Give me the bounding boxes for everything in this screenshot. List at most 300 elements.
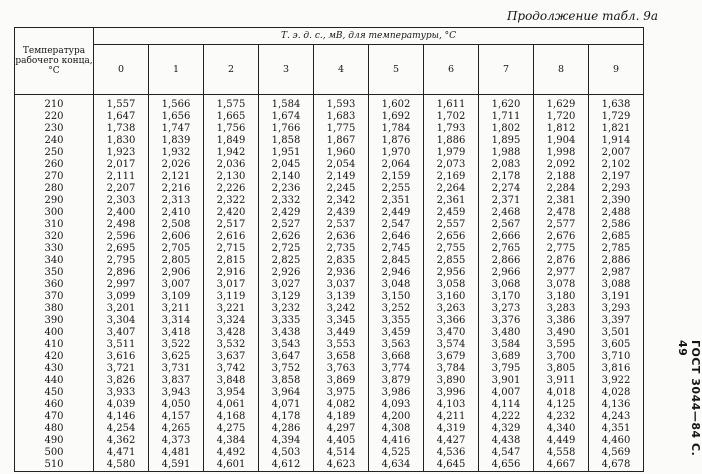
emf-value-cell: 3,553 [314, 339, 369, 351]
emf-value-cell: 3,826 [94, 375, 149, 387]
digit-column-header: 9 [589, 45, 644, 95]
temperature-column-header: Температура рабочего конца, °С [15, 28, 94, 95]
table-row [15, 279, 644, 291]
emf-value-cell: 1,998 [534, 147, 589, 159]
emf-value-cell: 4,656 [479, 459, 534, 472]
emf-value-cell: 2,626 [259, 231, 314, 243]
emf-value-cell: 1,775 [314, 123, 369, 135]
emf-value-cell: 2,666 [479, 231, 534, 243]
emf-value-cell: 3,221 [204, 303, 259, 315]
emf-value-cell: 2,508 [149, 219, 204, 231]
emf-value-cell: 1,702 [424, 111, 479, 123]
emf-value-cell: 2,478 [534, 207, 589, 219]
emf-value-cell: 4,308 [369, 423, 424, 435]
emf-value-cell: 2,159 [369, 171, 424, 183]
emf-value-cell: 4,039 [94, 399, 149, 411]
emf-value-cell: 3,933 [94, 387, 149, 399]
emf-value-cell: 3,335 [259, 315, 314, 327]
table-row [15, 267, 644, 279]
emf-value-cell: 2,855 [424, 255, 479, 267]
emf-value-cell: 3,355 [369, 315, 424, 327]
emf-value-cell: 4,503 [259, 447, 314, 459]
row-temperature: 380 [15, 303, 94, 315]
emf-value-cell: 1,584 [259, 95, 314, 112]
emf-value-cell: 2,725 [259, 243, 314, 255]
digit-column-header: 7 [479, 45, 534, 95]
emf-value-cell: 3,376 [479, 315, 534, 327]
emf-value-cell: 3,879 [369, 375, 424, 387]
emf-value-cell: 2,547 [369, 219, 424, 231]
emf-value-cell: 2,449 [369, 207, 424, 219]
table-row [15, 387, 644, 399]
emf-value-cell: 2,274 [479, 183, 534, 195]
emf-value-cell: 1,602 [369, 95, 424, 112]
row-temperature: 420 [15, 351, 94, 363]
emf-column-group-header: Т. э. д. с., мВ, для температуры, °С [94, 28, 644, 45]
emf-value-cell: 3,774 [369, 363, 424, 375]
emf-value-cell: 4,050 [149, 399, 204, 411]
emf-value-cell: 1,784 [369, 123, 424, 135]
emf-value-cell: 3,480 [479, 327, 534, 339]
row-temperature: 430 [15, 363, 94, 375]
emf-value-cell: 2,255 [369, 183, 424, 195]
emf-value-cell: 3,742 [204, 363, 259, 375]
emf-value-cell: 1,756 [204, 123, 259, 135]
digit-column-header: 3 [259, 45, 314, 95]
emf-value-cell: 4,481 [149, 447, 204, 459]
continuation-caption: Продолжение табл. 9а [506, 9, 658, 23]
emf-value-cell: 2,745 [369, 243, 424, 255]
emf-value-cell: 1,886 [424, 135, 479, 147]
emf-value-cell: 1,638 [589, 95, 644, 112]
row-temperature: 220 [15, 111, 94, 123]
emf-value-cell: 2,169 [424, 171, 479, 183]
emf-value-cell: 4,103 [424, 399, 479, 411]
emf-value-cell: 4,232 [534, 411, 589, 423]
emf-value-cell: 2,517 [204, 219, 259, 231]
table-row [15, 423, 644, 435]
table-row [15, 459, 644, 472]
emf-value-cell: 2,342 [314, 195, 369, 207]
row-temperature: 270 [15, 171, 94, 183]
emf-value-cell: 4,525 [369, 447, 424, 459]
table-row [15, 135, 644, 147]
table-row [15, 219, 644, 231]
emf-value-cell: 4,157 [149, 411, 204, 423]
emf-value-cell: 4,547 [479, 447, 534, 459]
emf-value-cell: 1,904 [534, 135, 589, 147]
table-row [15, 171, 644, 183]
emf-value-cell: 4,591 [149, 459, 204, 472]
emf-value-cell: 4,667 [534, 459, 589, 472]
emf-value-cell: 3,314 [149, 315, 204, 327]
emf-value-cell: 2,567 [479, 219, 534, 231]
emf-value-cell: 2,735 [314, 243, 369, 255]
table-row [15, 95, 644, 112]
emf-value-cell: 2,987 [589, 267, 644, 279]
emf-value-cell: 3,848 [204, 375, 259, 387]
emf-value-cell: 1,683 [314, 111, 369, 123]
emf-value-cell: 2,676 [534, 231, 589, 243]
table-row [15, 243, 644, 255]
emf-value-cell: 4,514 [314, 447, 369, 459]
emf-value-cell: 1,738 [94, 123, 149, 135]
emf-value-cell: 2,685 [589, 231, 644, 243]
emf-value-cell: 3,438 [259, 327, 314, 339]
emf-value-cell: 1,867 [314, 135, 369, 147]
emf-value-cell: 2,332 [259, 195, 314, 207]
row-temperature: 510 [15, 459, 94, 472]
emf-value-cell: 3,490 [534, 327, 589, 339]
emf-value-cell: 2,646 [369, 231, 424, 243]
row-temperature: 370 [15, 291, 94, 303]
emf-value-cell: 1,821 [589, 123, 644, 135]
emf-value-cell: 3,943 [149, 387, 204, 399]
emf-value-cell: 4,211 [424, 411, 479, 423]
emf-value-cell: 3,616 [94, 351, 149, 363]
emf-value-cell: 2,537 [314, 219, 369, 231]
emf-value-cell: 1,692 [369, 111, 424, 123]
emf-value-cell: 3,304 [94, 315, 149, 327]
emf-value-cell: 2,586 [589, 219, 644, 231]
emf-value-cell: 3,293 [589, 303, 644, 315]
emf-value-cell: 4,028 [589, 387, 644, 399]
emf-value-cell: 3,501 [589, 327, 644, 339]
emf-value-cell: 4,384 [204, 435, 259, 447]
emf-value-cell: 1,942 [204, 147, 259, 159]
emf-value-cell: 4,580 [94, 459, 149, 472]
emf-value-cell: 3,283 [534, 303, 589, 315]
emf-value-cell: 2,073 [424, 159, 479, 171]
emf-value-cell: 3,911 [534, 375, 589, 387]
emf-value-cell: 1,951 [259, 147, 314, 159]
emf-value-cell: 3,869 [314, 375, 369, 387]
emf-value-cell: 3,679 [424, 351, 479, 363]
table-row [15, 411, 644, 423]
emf-value-cell: 2,007 [589, 147, 644, 159]
emf-value-cell: 2,140 [259, 171, 314, 183]
emf-value-cell: 3,986 [369, 387, 424, 399]
row-temperature: 260 [15, 159, 94, 171]
emf-value-cell: 2,946 [369, 267, 424, 279]
emf-value-cell: 2,616 [204, 231, 259, 243]
emf-value-cell: 4,416 [369, 435, 424, 447]
table-row [15, 351, 644, 363]
row-temperature: 280 [15, 183, 94, 195]
digit-column-header: 6 [424, 45, 479, 95]
emf-value-cell: 2,420 [204, 207, 259, 219]
row-temperature: 450 [15, 387, 94, 399]
emf-value-cell: 1,674 [259, 111, 314, 123]
emf-value-cell: 4,394 [259, 435, 314, 447]
emf-value-cell: 3,858 [259, 375, 314, 387]
row-temperature: 210 [15, 95, 94, 112]
emf-value-cell: 1,647 [94, 111, 149, 123]
emf-value-cell: 3,625 [149, 351, 204, 363]
emf-value-cell: 2,805 [149, 255, 204, 267]
emf-value-cell: 2,130 [204, 171, 259, 183]
emf-value-cell: 4,254 [94, 423, 149, 435]
emf-value-cell: 3,449 [314, 327, 369, 339]
row-temperature: 290 [15, 195, 94, 207]
emf-value-cell: 4,125 [534, 399, 589, 411]
emf-value-cell: 4,645 [424, 459, 479, 472]
row-temperature: 330 [15, 243, 94, 255]
emf-value-cell: 2,429 [259, 207, 314, 219]
emf-value-cell: 1,766 [259, 123, 314, 135]
emf-value-cell: 2,936 [314, 267, 369, 279]
table-row [15, 327, 644, 339]
emf-value-cell: 3,428 [204, 327, 259, 339]
emf-value-cell: 2,876 [534, 255, 589, 267]
emf-value-cell: 3,273 [479, 303, 534, 315]
emf-value-cell: 3,418 [149, 327, 204, 339]
emf-value-cell: 2,284 [534, 183, 589, 195]
emf-value-cell: 3,109 [149, 291, 204, 303]
emf-value-cell: 3,252 [369, 303, 424, 315]
emf-value-cell: 2,577 [534, 219, 589, 231]
emf-value-cell: 3,574 [424, 339, 479, 351]
emf-value-cell: 3,922 [589, 375, 644, 387]
table-row [15, 375, 644, 387]
emf-value-cell: 3,816 [589, 363, 644, 375]
emf-value-cell: 2,459 [424, 207, 479, 219]
emf-value-cell: 2,977 [534, 267, 589, 279]
emf-value-cell: 1,747 [149, 123, 204, 135]
emf-value-cell: 3,088 [589, 279, 644, 291]
emf-value-cell: 1,557 [94, 95, 149, 112]
emf-value-cell: 3,397 [589, 315, 644, 327]
emf-value-cell: 2,765 [479, 243, 534, 255]
emf-value-cell: 4,275 [204, 423, 259, 435]
emf-value-cell: 4,351 [589, 423, 644, 435]
emf-value-cell: 2,916 [204, 267, 259, 279]
emf-value-cell: 3,099 [94, 291, 149, 303]
emf-value-cell: 3,201 [94, 303, 149, 315]
emf-value-cell: 1,566 [149, 95, 204, 112]
emf-value-cell: 3,890 [424, 375, 479, 387]
emf-value-cell: 2,956 [424, 267, 479, 279]
emf-value-cell: 4,405 [314, 435, 369, 447]
emf-value-cell: 1,895 [479, 135, 534, 147]
emf-value-cell: 3,345 [314, 315, 369, 327]
emf-value-cell: 3,522 [149, 339, 204, 351]
emf-value-cell: 4,168 [204, 411, 259, 423]
emf-value-cell: 4,189 [314, 411, 369, 423]
emf-value-cell: 2,390 [589, 195, 644, 207]
emf-value-cell: 4,319 [424, 423, 479, 435]
emf-value-cell: 3,459 [369, 327, 424, 339]
emf-value-cell: 3,150 [369, 291, 424, 303]
table-row [15, 399, 644, 411]
emf-value-cell: 2,216 [149, 183, 204, 195]
emf-value-cell: 2,606 [149, 231, 204, 243]
row-temperature: 350 [15, 267, 94, 279]
emf-value-cell: 4,340 [534, 423, 589, 435]
row-temperature: 440 [15, 375, 94, 387]
row-temperature: 460 [15, 399, 94, 411]
row-temperature: 470 [15, 411, 94, 423]
digit-column-header: 0 [94, 45, 149, 95]
emf-value-cell: 1,720 [534, 111, 589, 123]
emf-value-cell: 3,901 [479, 375, 534, 387]
emf-value-cell: 3,407 [94, 327, 149, 339]
table-row [15, 195, 644, 207]
row-temperature: 480 [15, 423, 94, 435]
emf-value-cell: 1,575 [204, 95, 259, 112]
emf-value-cell: 1,932 [149, 147, 204, 159]
emf-value-cell: 2,845 [369, 255, 424, 267]
emf-value-cell: 2,468 [479, 207, 534, 219]
emf-value-cell: 1,793 [424, 123, 479, 135]
emf-value-cell: 4,601 [204, 459, 259, 472]
emf-value-cell: 3,511 [94, 339, 149, 351]
emf-value-cell: 4,018 [534, 387, 589, 399]
emf-value-cell: 1,830 [94, 135, 149, 147]
emf-value-cell: 2,695 [94, 243, 149, 255]
emf-value-cell: 1,960 [314, 147, 369, 159]
emf-value-cell: 4,082 [314, 399, 369, 411]
emf-value-cell: 3,975 [314, 387, 369, 399]
emf-value-cell: 3,058 [424, 279, 479, 291]
table-row [15, 339, 644, 351]
emf-value-cell: 2,303 [94, 195, 149, 207]
emf-value-cell: 1,656 [149, 111, 204, 123]
emf-value-cell: 1,812 [534, 123, 589, 135]
emf-value-cell: 3,119 [204, 291, 259, 303]
emf-value-cell: 2,207 [94, 183, 149, 195]
emf-value-cell: 2,036 [204, 159, 259, 171]
emf-value-cell: 2,064 [369, 159, 424, 171]
table-row [15, 111, 644, 123]
table-row [15, 315, 644, 327]
emf-value-cell: 3,805 [534, 363, 589, 375]
emf-value-cell: 4,362 [94, 435, 149, 447]
emf-value-cell: 4,558 [534, 447, 589, 459]
emf-value-cell: 3,139 [314, 291, 369, 303]
emf-value-cell: 4,492 [204, 447, 259, 459]
emf-value-cell: 2,785 [589, 243, 644, 255]
emf-value-cell: 2,092 [534, 159, 589, 171]
emf-value-cell: 3,263 [424, 303, 479, 315]
emf-value-cell: 3,007 [149, 279, 204, 291]
emf-value-cell: 2,264 [424, 183, 479, 195]
table-row [15, 123, 644, 135]
emf-value-cell: 2,596 [94, 231, 149, 243]
emf-value-cell: 1,849 [204, 135, 259, 147]
row-temperature: 390 [15, 315, 94, 327]
emf-value-cell: 4,536 [424, 447, 479, 459]
emf-value-cell: 2,775 [534, 243, 589, 255]
emf-value-cell: 4,623 [314, 459, 369, 472]
emf-value-cell: 3,721 [94, 363, 149, 375]
emf-value-cell: 2,557 [424, 219, 479, 231]
header-row-top [15, 28, 644, 45]
table-row [15, 159, 644, 171]
header-row-digits [15, 45, 644, 95]
emf-value-cell: 2,527 [259, 219, 314, 231]
table-row [15, 231, 644, 243]
emf-value-cell: 2,886 [589, 255, 644, 267]
emf-value-cell: 3,037 [314, 279, 369, 291]
emf-value-cell: 3,763 [314, 363, 369, 375]
emf-value-cell: 2,197 [589, 171, 644, 183]
emf-value-cell: 1,593 [314, 95, 369, 112]
row-temperature: 230 [15, 123, 94, 135]
emf-value-cell: 3,689 [479, 351, 534, 363]
table-row [15, 303, 644, 315]
table-row [15, 255, 644, 267]
emf-value-cell: 4,297 [314, 423, 369, 435]
emf-value-cell: 3,637 [204, 351, 259, 363]
emf-value-cell: 2,815 [204, 255, 259, 267]
emf-value-cell: 1,802 [479, 123, 534, 135]
table-row [15, 183, 644, 195]
emf-value-cell: 4,093 [369, 399, 424, 411]
emf-value-cell: 3,710 [589, 351, 644, 363]
emf-value-cell: 3,232 [259, 303, 314, 315]
table-row [15, 291, 644, 303]
emf-value-cell: 1,979 [424, 147, 479, 159]
emf-value-cell: 2,488 [589, 207, 644, 219]
emf-value-cell: 4,243 [589, 411, 644, 423]
emf-value-cell: 4,007 [479, 387, 534, 399]
row-temperature: 410 [15, 339, 94, 351]
emf-value-cell: 4,071 [259, 399, 314, 411]
emf-value-cell: 4,329 [479, 423, 534, 435]
emf-value-cell: 2,997 [94, 279, 149, 291]
emf-value-cell: 4,061 [204, 399, 259, 411]
emf-value-cell: 1,839 [149, 135, 204, 147]
emf-value-cell: 1,729 [589, 111, 644, 123]
emf-value-cell: 2,926 [259, 267, 314, 279]
emf-value-cell: 3,668 [369, 351, 424, 363]
emf-value-cell: 3,470 [424, 327, 479, 339]
emf-value-cell: 2,245 [314, 183, 369, 195]
row-temperature: 240 [15, 135, 94, 147]
emf-value-cell: 1,629 [534, 95, 589, 112]
emf-value-cell: 2,351 [369, 195, 424, 207]
emf-value-cell: 3,386 [534, 315, 589, 327]
emf-value-cell: 2,715 [204, 243, 259, 255]
emf-value-cell: 1,858 [259, 135, 314, 147]
emf-value-cell: 4,200 [369, 411, 424, 423]
digit-column-header: 8 [534, 45, 589, 95]
emf-value-cell: 4,265 [149, 423, 204, 435]
table-row [15, 447, 644, 459]
row-temperature: 360 [15, 279, 94, 291]
emf-value-cell: 2,017 [94, 159, 149, 171]
row-temperature: 320 [15, 231, 94, 243]
emf-value-cell: 2,188 [534, 171, 589, 183]
emf-value-cell: 3,180 [534, 291, 589, 303]
emf-value-cell: 4,286 [259, 423, 314, 435]
emf-value-cell: 2,498 [94, 219, 149, 231]
digit-column-header: 5 [369, 45, 424, 95]
emf-value-cell: 4,222 [479, 411, 534, 423]
table-row [15, 363, 644, 375]
emf-value-cell: 3,324 [204, 315, 259, 327]
emf-value-cell: 4,114 [479, 399, 534, 411]
emf-value-cell: 1,923 [94, 147, 149, 159]
emf-value-cell: 3,170 [479, 291, 534, 303]
digit-column-header: 4 [314, 45, 369, 95]
emf-value-cell: 3,543 [259, 339, 314, 351]
emf-value-cell: 3,964 [259, 387, 314, 399]
table-row [15, 435, 644, 447]
emf-value-cell: 4,438 [479, 435, 534, 447]
emf-value-cell: 4,471 [94, 447, 149, 459]
